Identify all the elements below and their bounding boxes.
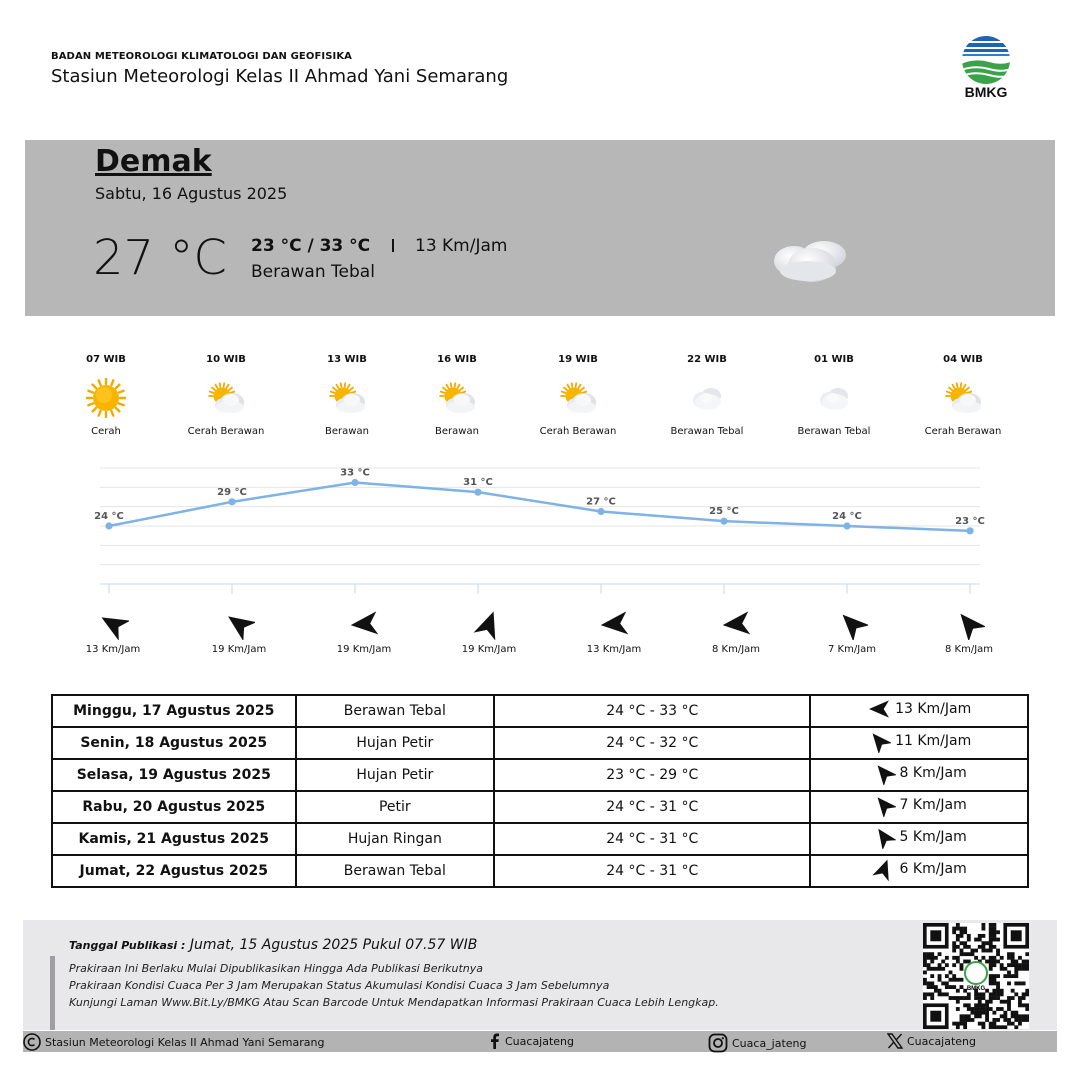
copyright-item bbox=[23, 1033, 324, 1051]
daily-day: Minggu, 17 Agustus 2025 bbox=[52, 695, 296, 727]
bmkg-logo-icon bbox=[955, 34, 1017, 86]
temperature-label: 31 °C bbox=[463, 477, 493, 489]
hourly-item bbox=[518, 354, 638, 437]
wind-speed-label: 13 Km/Jam bbox=[85, 644, 141, 655]
qr-code[interactable] bbox=[923, 923, 1029, 1029]
hour-condition: Cerah Berawan bbox=[187, 426, 265, 437]
wind-direction-icon bbox=[867, 697, 891, 721]
daily-forecast-table bbox=[51, 694, 1029, 888]
wind-direction-icon bbox=[872, 793, 896, 817]
wind-speed-label: 13 Km/Jam bbox=[586, 644, 642, 655]
daily-row bbox=[52, 791, 1028, 823]
instagram-link[interactable] bbox=[708, 1033, 807, 1053]
hourly-item bbox=[287, 354, 407, 437]
wind-speed-label: 19 Km/Jam bbox=[461, 644, 517, 655]
hourly-item bbox=[166, 354, 286, 437]
publication-date bbox=[69, 937, 477, 953]
footer-note: Prakiraan Ini Berlaku Mulai Dipublikasikan Hingga Ada Publikasi Berikutnya bbox=[69, 962, 484, 975]
city-name: Demak bbox=[95, 144, 212, 179]
wind-direction-icon bbox=[836, 608, 868, 640]
hour-time: 04 WIB bbox=[943, 354, 983, 365]
temperature-point bbox=[474, 489, 481, 496]
temperature-point bbox=[966, 527, 973, 534]
publication-value: Jumat, 15 Agustus 2025 Pukul 07.57 WIB bbox=[185, 937, 478, 953]
copyright-text: Stasiun Meteorologi Kelas II Ahmad Yani Semarang bbox=[45, 1035, 325, 1049]
temperature-point bbox=[228, 498, 235, 505]
temperature-chart bbox=[90, 462, 990, 597]
hour-condition: Berawan bbox=[325, 426, 369, 437]
daily-wind bbox=[810, 791, 1028, 823]
divider bbox=[392, 239, 394, 252]
daily-day: Jumat, 22 Agustus 2025 bbox=[52, 855, 296, 887]
wind-speed-label: 8 Km/Jam bbox=[711, 644, 761, 655]
sun-cloud-icon bbox=[435, 378, 479, 418]
hourly-wind bbox=[309, 608, 419, 655]
sun-cloud-icon bbox=[556, 378, 600, 418]
daily-wind bbox=[810, 695, 1028, 727]
hour-condition: Berawan Tebal bbox=[797, 426, 871, 437]
hourly-wind bbox=[559, 608, 669, 655]
daily-wind bbox=[810, 759, 1028, 791]
hour-condition: Cerah Berawan bbox=[539, 426, 617, 437]
temperature-point bbox=[351, 479, 358, 486]
daily-condition: Hujan Ringan bbox=[296, 823, 495, 855]
hour-condition: Cerah Berawan bbox=[924, 426, 1002, 437]
sun-cloud-icon bbox=[204, 378, 248, 418]
cloud-icon bbox=[685, 378, 729, 418]
daily-day: Rabu, 20 Agustus 2025 bbox=[52, 791, 296, 823]
current-condition: Berawan Tebal bbox=[251, 262, 375, 282]
instagram-icon bbox=[708, 1033, 728, 1053]
daily-row bbox=[52, 727, 1028, 759]
wind-direction-icon bbox=[953, 608, 985, 640]
temperature-point bbox=[720, 518, 727, 525]
bmkg-logo bbox=[955, 34, 1017, 102]
daily-temp-range: 24 °C - 33 °C bbox=[494, 695, 810, 727]
daily-day: Senin, 18 Agustus 2025 bbox=[52, 727, 296, 759]
facebook-icon bbox=[489, 1033, 501, 1049]
daily-wind bbox=[810, 855, 1028, 887]
footer-note: Prakiraan Kondisi Cuaca Per 3 Jam Merupakan Status Akumulasi Kondisi Cuaca 3 Jam Sebelumnya bbox=[69, 979, 610, 992]
daily-temp-range: 24 °C - 32 °C bbox=[494, 727, 810, 759]
hour-time: 13 WIB bbox=[327, 354, 367, 365]
daily-temp-range: 23 °C - 29 °C bbox=[494, 759, 810, 791]
wind-direction-icon bbox=[872, 761, 896, 785]
sun-cloud-icon bbox=[325, 378, 369, 418]
daily-row bbox=[52, 759, 1028, 791]
sun-cloud-icon bbox=[941, 378, 985, 418]
daily-temp-range: 24 °C - 31 °C bbox=[494, 823, 810, 855]
wind-direction-icon bbox=[872, 825, 896, 849]
temperature-label: 27 °C bbox=[586, 496, 616, 508]
daily-wind bbox=[810, 823, 1028, 855]
x-link[interactable] bbox=[887, 1033, 976, 1049]
current-wind-speed: 13 Km/Jam bbox=[415, 236, 508, 256]
temperature-label: 29 °C bbox=[217, 486, 247, 498]
wind-speed-label: 19 Km/Jam bbox=[336, 644, 392, 655]
temperature-label: 25 °C bbox=[709, 506, 739, 518]
daily-condition: Hujan Petir bbox=[296, 759, 495, 791]
cloud-icon bbox=[770, 235, 854, 285]
hour-time: 07 WIB bbox=[86, 354, 126, 365]
facebook-link[interactable] bbox=[489, 1033, 574, 1049]
copyright-icon bbox=[23, 1033, 41, 1051]
x-icon bbox=[887, 1033, 903, 1049]
instagram-handle: Cuaca_jateng bbox=[732, 1036, 807, 1050]
hourly-item bbox=[46, 354, 166, 437]
facebook-handle: Cuacajateng bbox=[505, 1034, 575, 1048]
bmkg-logo-text: BMKG bbox=[964, 84, 1008, 100]
temperature-point bbox=[597, 508, 604, 515]
daily-condition: Hujan Petir bbox=[296, 727, 495, 759]
x-handle: Cuacajateng bbox=[907, 1034, 977, 1048]
wind-direction-icon bbox=[867, 729, 891, 753]
hour-time: 19 WIB bbox=[558, 354, 598, 365]
temperature-point bbox=[843, 522, 850, 529]
daily-condition: Berawan Tebal bbox=[296, 855, 495, 887]
cloud-icon bbox=[812, 378, 856, 418]
temperature-label: 33 °C bbox=[340, 467, 370, 479]
hour-condition: Cerah bbox=[91, 426, 121, 437]
hour-condition: Berawan bbox=[435, 426, 479, 437]
hourly-item bbox=[903, 354, 1023, 437]
temperature-label: 24 °C bbox=[94, 511, 124, 522]
qr-logo-text: BMKG bbox=[966, 986, 986, 992]
daily-wind-speed: 8 Km/Jam bbox=[899, 765, 967, 781]
wind-direction-icon bbox=[223, 608, 255, 640]
daily-day: Selasa, 19 Agustus 2025 bbox=[52, 759, 296, 791]
min-max-temperature: 23 °C / 33 °C bbox=[251, 236, 371, 256]
hourly-wind bbox=[58, 608, 168, 655]
wind-direction-icon bbox=[473, 608, 505, 640]
wind-direction-icon bbox=[348, 608, 380, 640]
hourly-item bbox=[774, 354, 894, 437]
wind-speed-label: 8 Km/Jam bbox=[944, 644, 994, 655]
daily-wind-speed: 6 Km/Jam bbox=[899, 861, 967, 877]
sun-icon bbox=[84, 378, 128, 418]
daily-condition: Petir bbox=[296, 791, 495, 823]
hourly-wind bbox=[434, 608, 544, 655]
agency-name: BADAN METEOROLOGI KLIMATOLOGI DAN GEOFISIKA bbox=[51, 51, 353, 62]
hourly-wind bbox=[184, 608, 294, 655]
daily-wind-speed: 13 Km/Jam bbox=[895, 701, 972, 717]
footer-accent-bar bbox=[50, 956, 55, 1030]
hourly-item bbox=[397, 354, 517, 437]
wind-direction-icon bbox=[872, 857, 896, 881]
hourly-wind bbox=[914, 608, 1024, 655]
footer-panel bbox=[23, 920, 1057, 1030]
daily-row bbox=[52, 823, 1028, 855]
current-date: Sabtu, 16 Agustus 2025 bbox=[95, 184, 288, 203]
wind-direction-icon bbox=[598, 608, 630, 640]
hour-time: 22 WIB bbox=[687, 354, 727, 365]
daily-wind bbox=[810, 727, 1028, 759]
wind-direction-icon bbox=[720, 608, 752, 640]
daily-temp-range: 24 °C - 31 °C bbox=[494, 855, 810, 887]
current-weather-panel bbox=[25, 140, 1055, 316]
hour-condition: Berawan Tebal bbox=[670, 426, 744, 437]
daily-condition: Berawan Tebal bbox=[296, 695, 495, 727]
daily-wind-speed: 11 Km/Jam bbox=[895, 733, 972, 749]
daily-day: Kamis, 21 Agustus 2025 bbox=[52, 823, 296, 855]
hour-time: 16 WIB bbox=[437, 354, 477, 365]
hourly-wind bbox=[681, 608, 791, 655]
daily-temp-range: 24 °C - 31 °C bbox=[494, 791, 810, 823]
daily-row bbox=[52, 695, 1028, 727]
wind-direction-icon bbox=[97, 608, 129, 640]
hourly-wind bbox=[797, 608, 907, 655]
publication-label: Tanggal Publikasi : bbox=[69, 939, 186, 952]
wind-speed-label: 19 Km/Jam bbox=[211, 644, 267, 655]
daily-row bbox=[52, 855, 1028, 887]
hour-time: 01 WIB bbox=[814, 354, 854, 365]
hourly-item bbox=[647, 354, 767, 437]
footer-note: Kunjungi Laman Www.Bit.Ly/BMKG Atau Scan Barcode Untuk Mendapatkan Informasi Prakiraan Cuaca Lebih Lengkap. bbox=[69, 996, 719, 1009]
wind-speed-label: 7 Km/Jam bbox=[827, 644, 877, 655]
bottom-bar bbox=[23, 1031, 1057, 1052]
temperature-label: 24 °C bbox=[832, 511, 862, 522]
daily-wind-speed: 7 Km/Jam bbox=[899, 797, 967, 813]
current-temperature: 27 °C bbox=[93, 230, 227, 286]
temperature-point bbox=[105, 522, 112, 529]
daily-wind-speed: 5 Km/Jam bbox=[899, 829, 967, 845]
station-name: Stasiun Meteorologi Kelas II Ahmad Yani Semarang bbox=[51, 66, 509, 87]
hour-time: 10 WIB bbox=[206, 354, 246, 365]
temperature-label: 23 °C bbox=[955, 515, 985, 527]
